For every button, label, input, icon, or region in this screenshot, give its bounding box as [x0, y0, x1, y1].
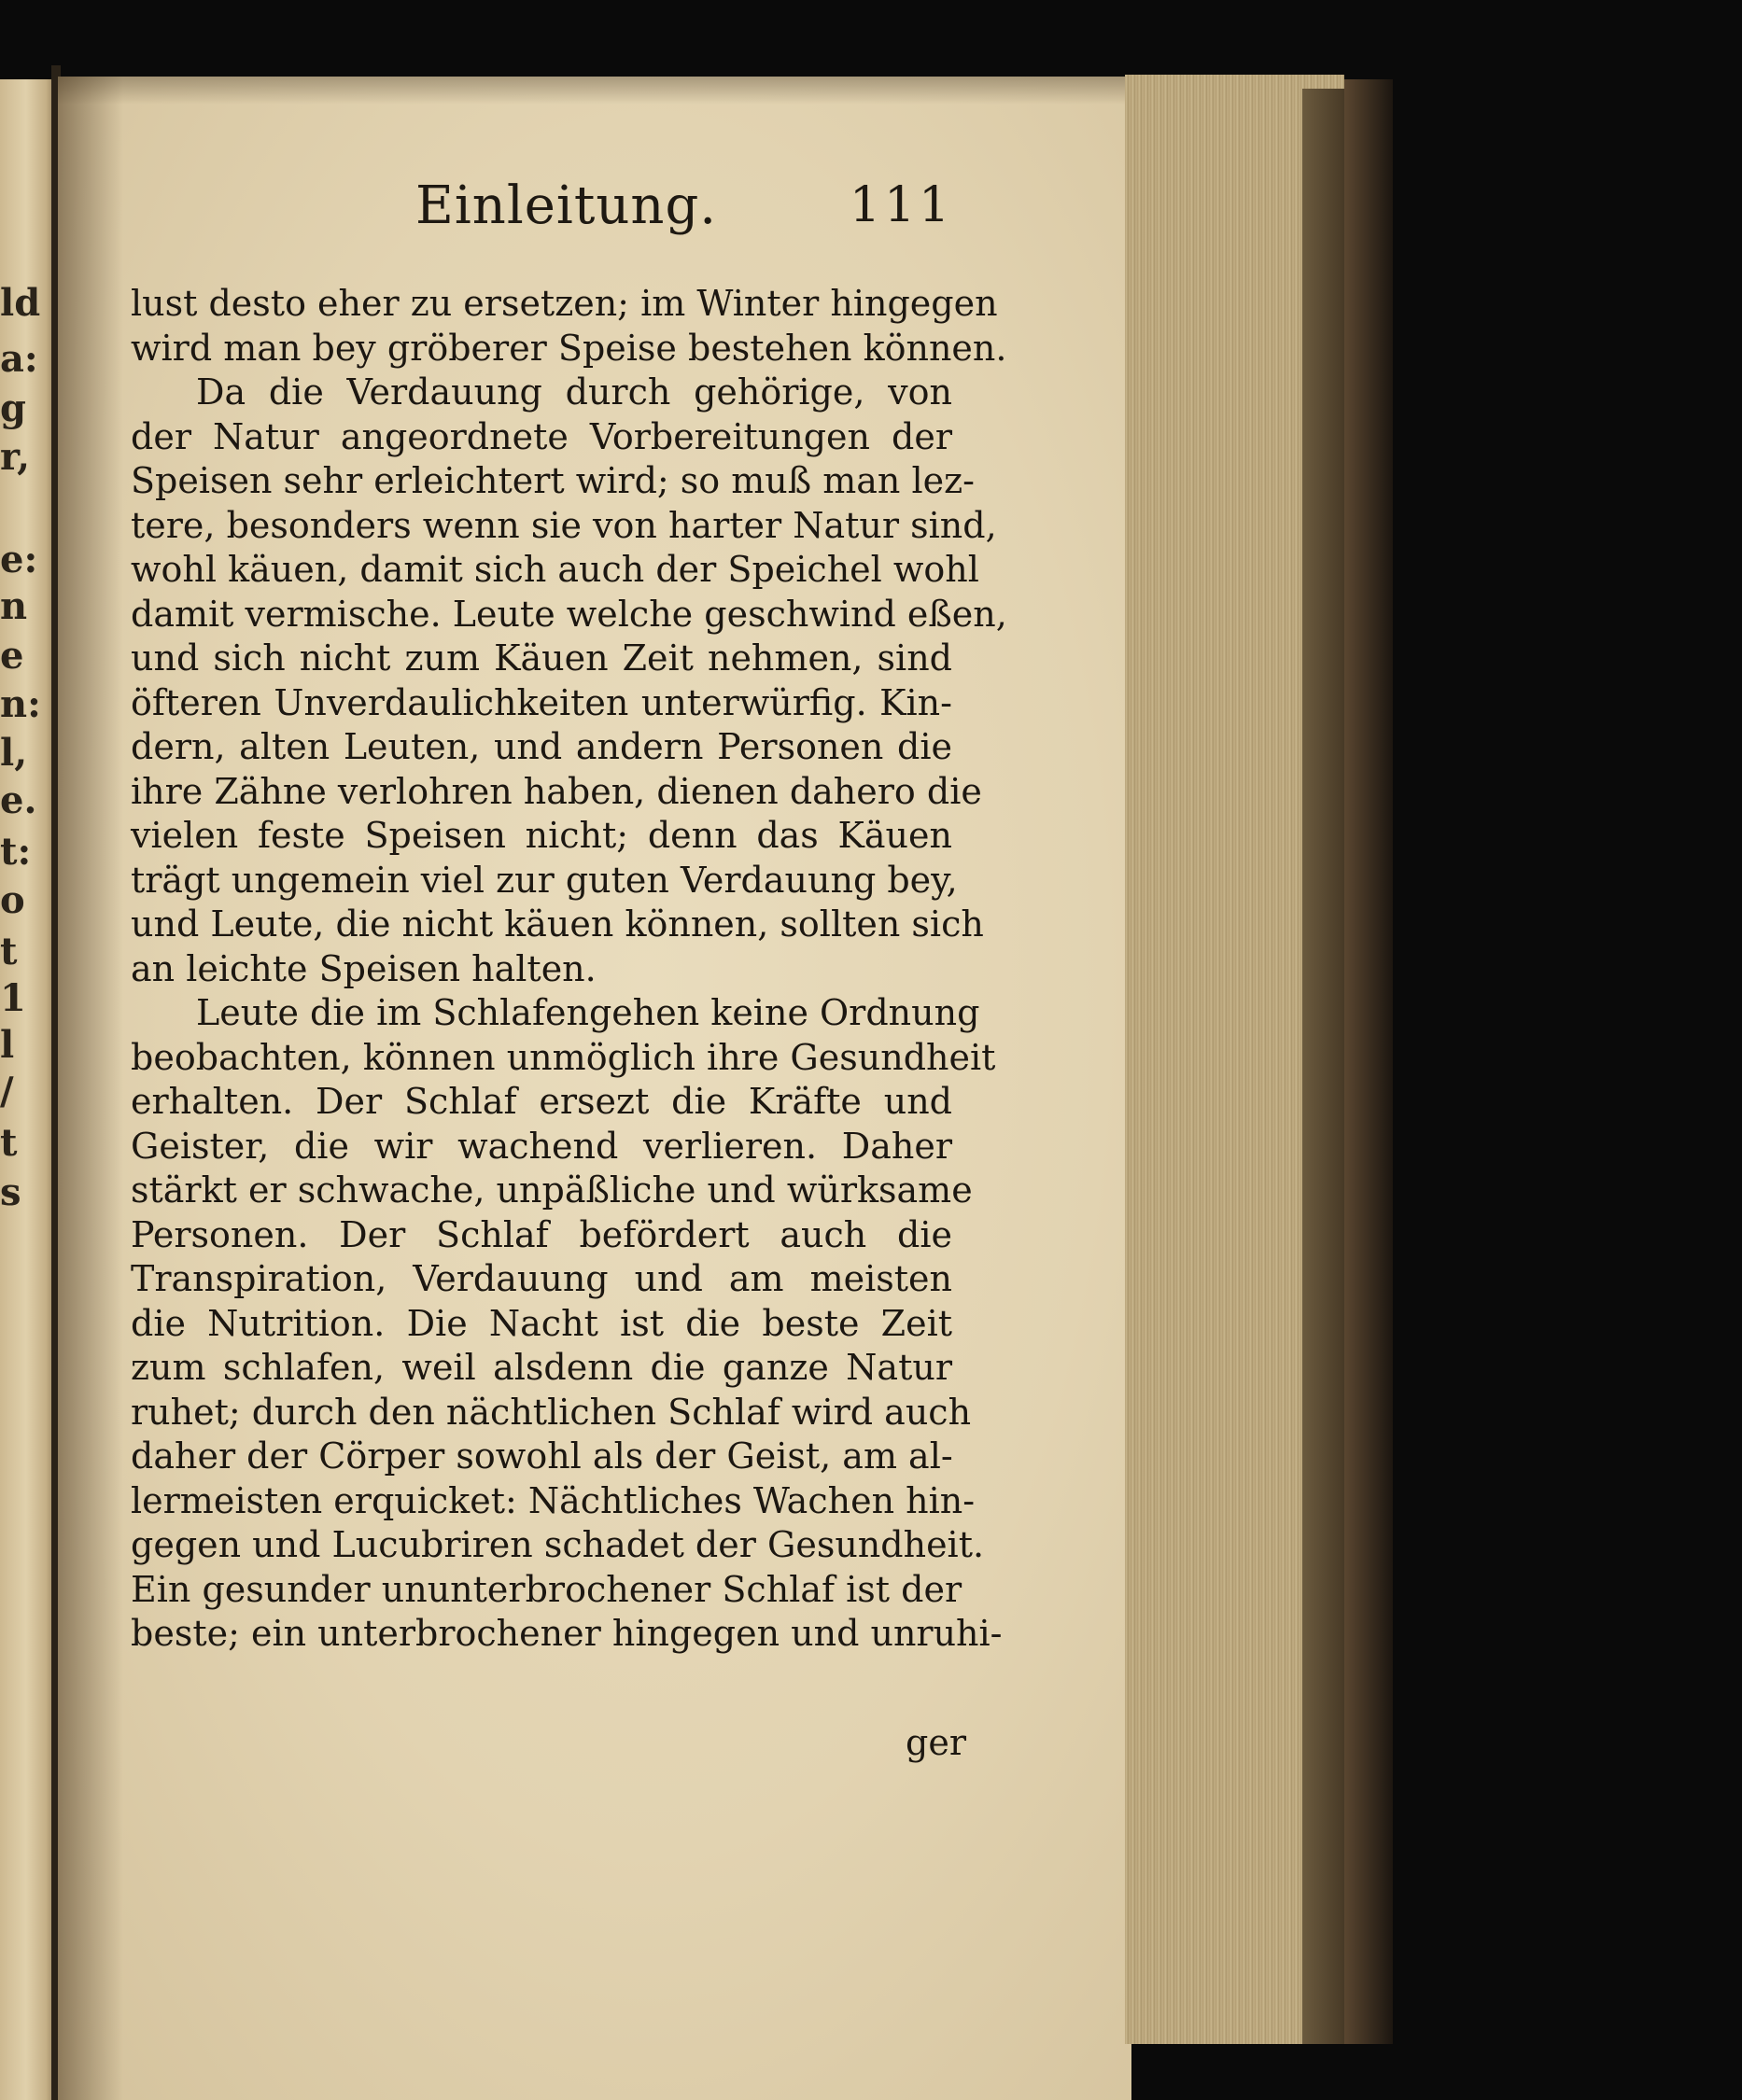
page-top-shadow: [58, 77, 1131, 105]
catchword: ger: [906, 1722, 966, 1763]
text-line: an leichte Speisen halten.: [131, 947, 597, 989]
text-line: Ein gesunder ununterbrochener Schlaf ist der: [131, 1568, 962, 1610]
text-line: Da die Verdauung durch gehörige, von: [196, 371, 952, 413]
text-line: lust desto eher zu ersetzen; im Winter hingegen: [131, 283, 998, 324]
text-line: dern, alten Leuten, und andern Personen die: [131, 726, 952, 767]
text-line: tere, besonders wenn sie von harter Natur sind,: [131, 504, 997, 546]
previous-page-fragment: r,: [0, 435, 31, 479]
text-line: und Leute, die nicht käuen können, sollten sich: [131, 903, 984, 945]
previous-page-fragment: 1: [0, 976, 26, 1020]
text-line: beobachten, können unmöglich ihre Gesundheit: [131, 1036, 996, 1078]
text-line: Personen. Der Schlaf befördert auch die: [131, 1213, 952, 1255]
text-line: damit vermische. Leute welche geschwind eßen,: [131, 593, 1007, 635]
text-line: zum schlafen, weil alsdenn die ganze Natur: [131, 1347, 952, 1388]
gutter-shadow: [58, 77, 123, 2100]
previous-page-fragment: /: [0, 1070, 14, 1113]
text-line: daher der Cörper sowohl als der Geist, am al-: [131, 1435, 953, 1477]
text-line: wird man bey gröberer Speise bestehen können.: [131, 327, 1007, 369]
previous-page-fragment: e.: [0, 778, 37, 822]
previous-page-fragment: n: [0, 584, 28, 628]
text-line: der Natur angeordnete Vorbereitungen der: [131, 415, 952, 457]
previous-page-fragment: ld: [0, 281, 41, 325]
previous-page-fragment: l,: [0, 731, 28, 775]
text-line: die Nutrition. Die Nacht ist die beste Zeit: [131, 1302, 952, 1344]
text-line: öfteren Unverdaulichkeiten unterwürfig. Kin-: [131, 681, 952, 723]
previous-page-fragment: o: [0, 878, 25, 922]
previous-page-fragment: g: [0, 386, 26, 430]
text-line: Transpiration, Verdauung und am meisten: [131, 1258, 952, 1299]
previous-page-fragment: t: [0, 1121, 18, 1165]
previous-page-fragment: t: [0, 930, 18, 973]
text-line: vielen feste Speisen nicht; denn das Käuen: [131, 815, 952, 856]
text-line: Speisen sehr erleichtert wird; so muß man lez-: [131, 460, 975, 501]
text-line: Geister, die wir wachend verlieren. Daher: [131, 1125, 952, 1167]
text-line: ihre Zähne verlohren haben, dienen dahero die: [131, 770, 982, 812]
text-line: Leute die im Schlafengehen keine Ordnung: [196, 992, 980, 1033]
previous-page-fragment: a:: [0, 337, 38, 381]
text-line: erhalten. Der Schlaf ersezt die Kräfte und: [131, 1081, 952, 1122]
page-number: 111: [850, 177, 954, 233]
running-head: Einleitung.: [415, 175, 718, 236]
previous-page-fragment: t:: [0, 830, 32, 874]
text-line: gegen und Lucubriren schadet der Gesundheit.: [131, 1524, 985, 1565]
previous-page-fragment: s: [0, 1170, 21, 1214]
text-line: trägt ungemein viel zur guten Verdauung bey,: [131, 859, 958, 901]
previous-page-fragment: e: [0, 634, 24, 678]
previous-page-fragment: e:: [0, 538, 38, 581]
book-cover-edge: [1344, 79, 1393, 2044]
text-line: wohl käuen, damit sich auch der Speichel wohl: [131, 549, 979, 590]
text-line: ruhet; durch den nächtlichen Schlaf wird auch: [131, 1391, 972, 1433]
text-line: lermeisten erquicket: Nächtliches Wachen hin-: [131, 1479, 976, 1521]
text-line: beste; ein unterbrochener hingegen und unruhi-: [131, 1613, 1003, 1654]
previous-page-fragment: n:: [0, 682, 41, 726]
body-text: [131, 282, 1007, 1657]
text-line: stärkt er schwache, unpäßliche und würksame: [131, 1169, 973, 1211]
previous-page-fragment: l: [0, 1023, 15, 1067]
text-line: und sich nicht zum Käuen Zeit nehmen, sind: [131, 637, 952, 679]
